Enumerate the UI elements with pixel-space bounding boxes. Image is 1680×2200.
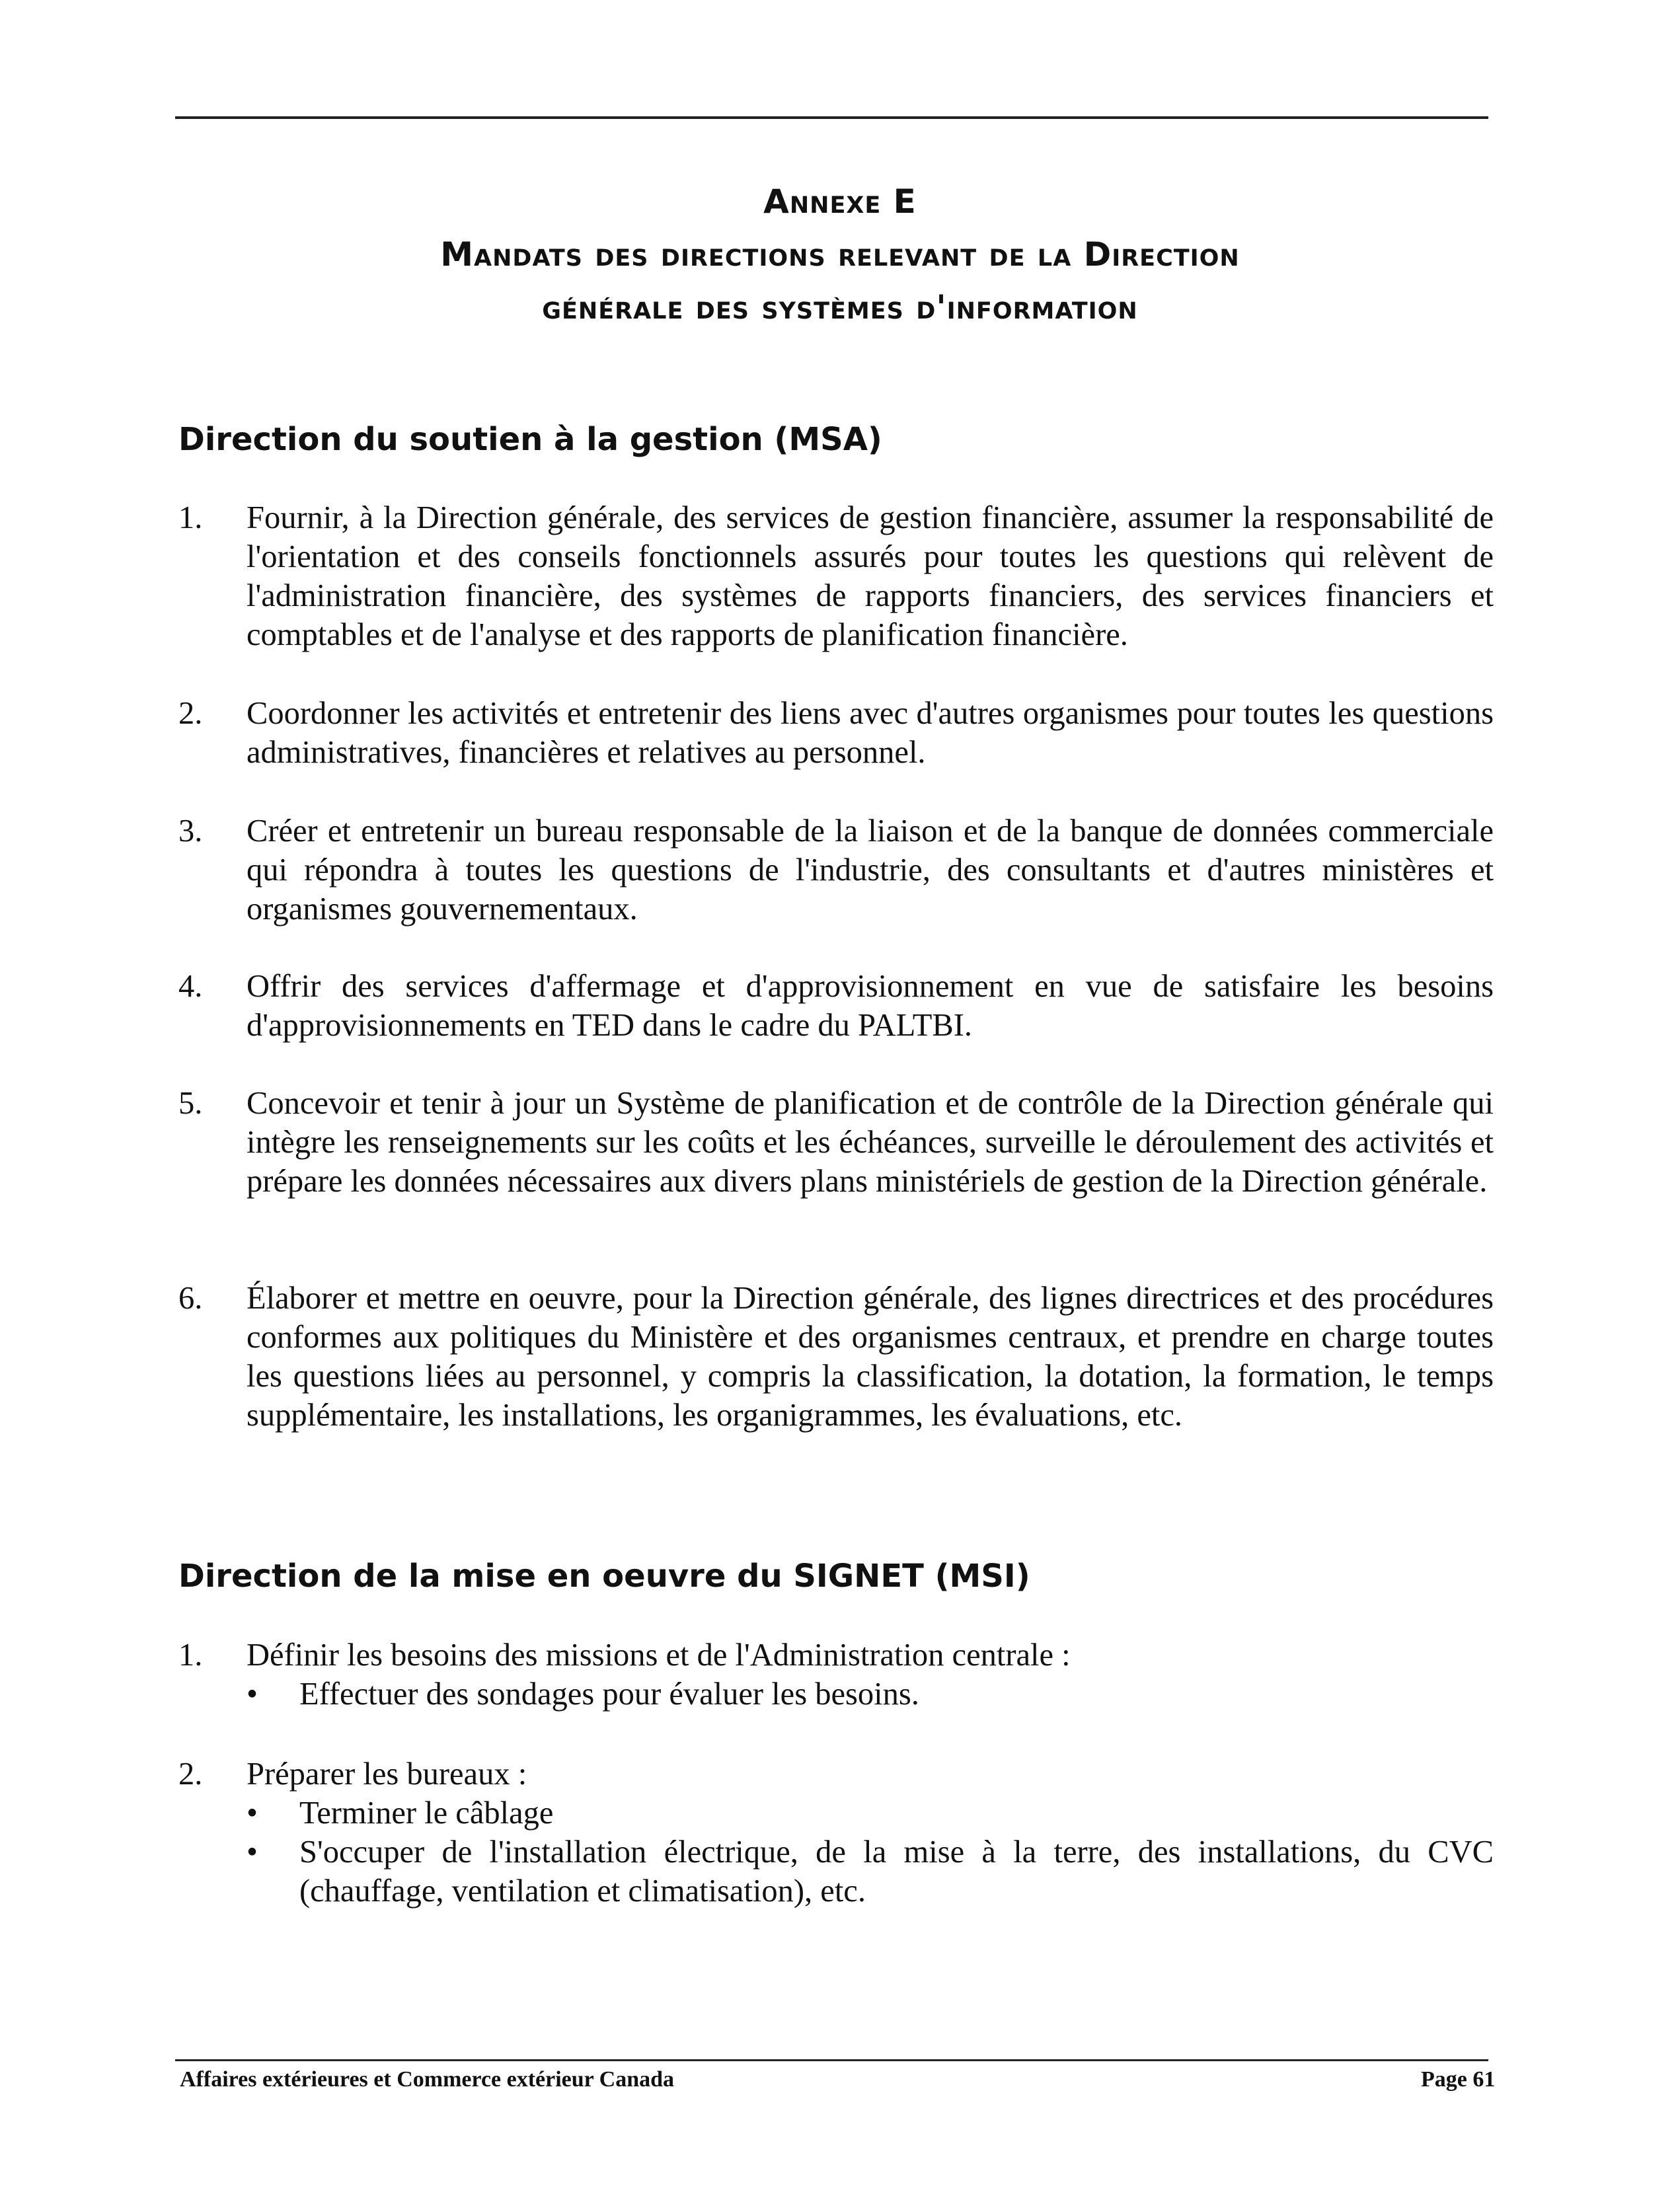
msi-item-1-block <box>178 1636 1494 1714</box>
bullet-text: Effectuer des sondages pour évaluer les besoins. <box>299 1677 919 1712</box>
header-rule <box>175 116 1488 119</box>
footer-organization: Affaires extérieures et Commerce extérieur Canada <box>180 2067 675 2092</box>
msa-item-2 <box>178 694 1494 772</box>
msa-item-6-block <box>178 1279 1494 1435</box>
msa-item-number: 1. <box>178 500 203 535</box>
msa-item-text: Offrir des services d'affermage et d'approvisionnement en vue de satisfaire les besoins d'approvisionnements en TED dans le cadre du PALTBI. <box>247 969 1494 1043</box>
msa-item-5-block <box>178 1084 1494 1201</box>
bullet-icon: • <box>247 1835 258 1870</box>
msi-item-text: Définir les besoins des missions et de l'Administration centrale : <box>247 1638 1071 1673</box>
annex-title-line-3: générale des systèmes d'information <box>542 288 1138 326</box>
msa-item-2-block <box>178 694 1494 772</box>
msi-item-2 <box>178 1755 1494 1911</box>
msa-item-number: 5. <box>178 1086 203 1121</box>
msa-item-text: Coordonner les activités et entretenir des liens avec d'autres organismes pour toutes les questions administratives, financières et relatives au personnel. <box>247 696 1494 770</box>
msa-item-text: Fournir, à la Direction générale, des services de gestion financière, assumer la responsabilité de l'orientation et des conseils fonctionnels assurés pour toutes les questions qui relèvent de l'administration financière, des systèmes de rapports financiers, des services financiers et comptables et de l'analyse et des rapports de planification financière. <box>247 500 1494 652</box>
msa-item-text: Créer et entretenir un bureau responsable de la liaison et de la banque de données commerciale qui répondra à toutes les questions de l'industrie, des consultants et d'autres ministères et organismes gouvernementaux. <box>247 814 1494 927</box>
bullet-text: Terminer le câblage <box>299 1796 554 1831</box>
msa-item-5 <box>178 1084 1494 1201</box>
msa-item-3 <box>178 812 1494 929</box>
msa-item-number: 6. <box>178 1281 203 1316</box>
msa-item-text: Concevoir et tenir à jour un Système de planification et de contrôle de la Direction générale qui intègre les renseignements sur les coûts et les échéances, surveille le déroulement des activités et prépare les données nécessaires aux divers plans ministériels de gestion de la Direction générale. <box>247 1086 1494 1199</box>
page-number: Page 61 <box>1421 2067 1496 2092</box>
bullet-icon: • <box>247 1796 258 1831</box>
msa-item-number: 2. <box>178 696 203 731</box>
msi-item-1-bullets <box>247 1675 1494 1714</box>
msa-items <box>178 498 1494 654</box>
bullet-item <box>247 1833 1494 1911</box>
annex-title <box>0 175 1680 334</box>
msi-item-2-bullets <box>247 1794 1494 1911</box>
msa-item-4-block <box>178 967 1494 1045</box>
msi-item-text: Préparer les bureaux : <box>247 1757 527 1792</box>
msi-item-1 <box>178 1636 1494 1714</box>
msa-item-6 <box>178 1279 1494 1435</box>
msa-item-text: Élaborer et mettre en oeuvre, pour la Direction générale, des lignes directrices et des procédures conformes aux politiques du Ministère et des organismes centraux, et prendre en charge toutes les questions liées au personnel, y compris la classification, la dotation, la formation, le temps supplémentaire, les installations, les organigrammes, les évaluations, etc. <box>247 1281 1494 1433</box>
msa-item-3-block <box>178 812 1494 929</box>
bullet-text: S'occuper de l'installation électrique, de la mise à la terre, des installations, du CVC (chauffage, ventilation et climatisation), etc. <box>299 1835 1494 1909</box>
msi-item-number: 2. <box>178 1757 203 1792</box>
footer-rule <box>175 2059 1488 2061</box>
annex-title-line-2: Mandats des directions relevant de la Direction <box>440 235 1240 274</box>
msi-item-2-block <box>178 1755 1494 1911</box>
msa-item-number: 3. <box>178 814 203 849</box>
bullet-item <box>247 1675 1494 1714</box>
bullet-icon: • <box>247 1677 258 1712</box>
bullet-item <box>247 1794 1494 1833</box>
msa-item-1 <box>178 498 1494 654</box>
msi-item-number: 1. <box>178 1638 203 1673</box>
annex-title-line-1: Annexe E <box>763 182 917 221</box>
msa-item-number: 4. <box>178 969 203 1004</box>
section-heading-msa: Direction du soutien à la gestion (MSA) <box>178 421 882 458</box>
msa-item-4 <box>178 967 1494 1045</box>
section-heading-msi: Direction de la mise en oeuvre du SIGNET (MSI) <box>178 1558 1030 1595</box>
